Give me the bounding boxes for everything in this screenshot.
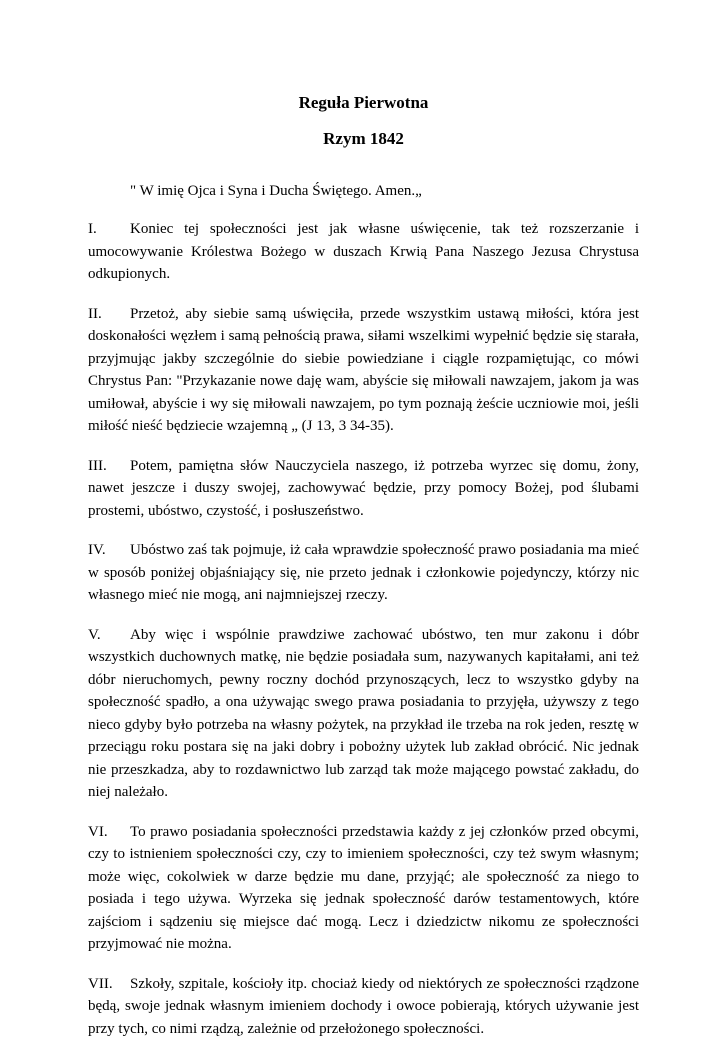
paragraph-number: VI.: [88, 821, 130, 844]
paragraph-number: VII.: [88, 973, 130, 996]
paragraph-6: [88, 821, 639, 956]
paragraph-number: I.: [88, 218, 130, 241]
paragraph-7: [88, 973, 639, 1040]
paragraph-1: [88, 218, 639, 286]
paragraph-2: [88, 303, 639, 438]
document-page: [88, 88, 639, 1040]
paragraph-number: V.: [88, 624, 130, 647]
document-subtitle: Rzym 1842: [88, 128, 639, 150]
paragraph-text: Ubóstwo zaś tak pojmuje, iż cała wprawdzie społeczność prawo posiadania ma mieć w sposób poniżej objaśniający się, nie przeto jednak i członkowie pojedynczy, którzy nic własnego mieć nie mogą, ani najmniejszej rzeczy.: [88, 542, 639, 603]
paragraph-text: Aby więc i wspólnie prawdziwe zachować ubóstwo, ten mur zakonu i dóbr wszystkich duchownych matkę, nie będzie posiadała sum, nazywanych kapitałami, ani też dóbr nieruchomych, pewny roczny dochód przynoszących, lecz to wszystko gdyby na społeczność spadło, a ona używając swego prawa posiadania to przyjęła, używszy z tego nieco gdyby było potrzeba na własny pożytek, na przykład ile trzeba na rok jeden, resztę w przeciągu roku postara się na jaki dobry i pobożny użytek lub zakład obrócić. Nic jednak nie przeszkadza, aby to rozdawnictwo lub zarząd tak może mającego powstać zakładu, do niej należało.: [88, 627, 639, 801]
paragraph-text: Szkoły, szpitale, kościoły itp. chociaż kiedy od niektórych ze społeczności rządzone będą, swoje jednak własnym imieniem dochody i owoce pobierają, których używanie jest przy tych, co nimi rządzą, zależnie od przełożonego społeczności.: [88, 976, 639, 1037]
paragraph-number: III.: [88, 455, 130, 478]
paragraph-4: [88, 539, 639, 607]
paragraph-text: Przetoż, aby siebie samą uświęciła, przede wszystkim ustawą miłości, która jest doskonałości węzłem i samą pełnością prawa, siłami wszelkimi wypełnić będzie się starała, przyjmując jakby szczególnie do siebie powiedziane i ciągle rozpamiętując, co mówi Chrystus Pan: "Przykazanie nowe daję wam, abyście się miłowali nawzajem, jakom ja was umiłował, abyście i wy się miłowali nawzajem, po tym poznają żeście uczniowie moi, jeśli miłość nieść będziecie wzajemną „ (J 13, 3 34-35).: [88, 306, 639, 435]
document-title: Reguła Pierwotna: [88, 92, 639, 114]
paragraph-number: II.: [88, 303, 130, 326]
paragraph-5: [88, 624, 639, 804]
paragraph-text: Potem, pamiętna słów Nauczyciela naszego, iż potrzeba wyrzec się domu, żony, nawet jeszcze i duszy swojej, zachowywać będzie, przy pomocy Bożej, pod ślubami prostemi, ubóstwo, czystość, i posłuszeństwo.: [88, 458, 639, 519]
paragraph-text: To prawo posiadania społeczności przedstawia każdy z jej członków przed obcymi, czy to istnieniem społeczności czy, czy to imieniem społeczności, czy też swym własnym; może więc, cokolwiek w darze będzie mu dane, przyjąć; ale społeczność za niego to posiada i tego używa. Wyrzeka się jednak społeczność darów testamentowych, które zajściom i sądzeniu się miejsce dać mogą. Lecz i dziedzictw nikomu ze społeczności przyjmować nie można.: [88, 824, 639, 953]
paragraph-text: Koniec tej społeczności jest jak własne uświęcenie, tak też rozszerzanie i umocowywanie Królestwa Bożego w duszach Krwią Pana Naszego Jezusa Chrystusa odkupionych.: [88, 221, 639, 282]
invocation-line: " W imię Ojca i Syna i Ducha Świętego. Amen.„: [130, 180, 639, 202]
paragraph-number: IV.: [88, 539, 130, 562]
paragraph-3: [88, 455, 639, 523]
